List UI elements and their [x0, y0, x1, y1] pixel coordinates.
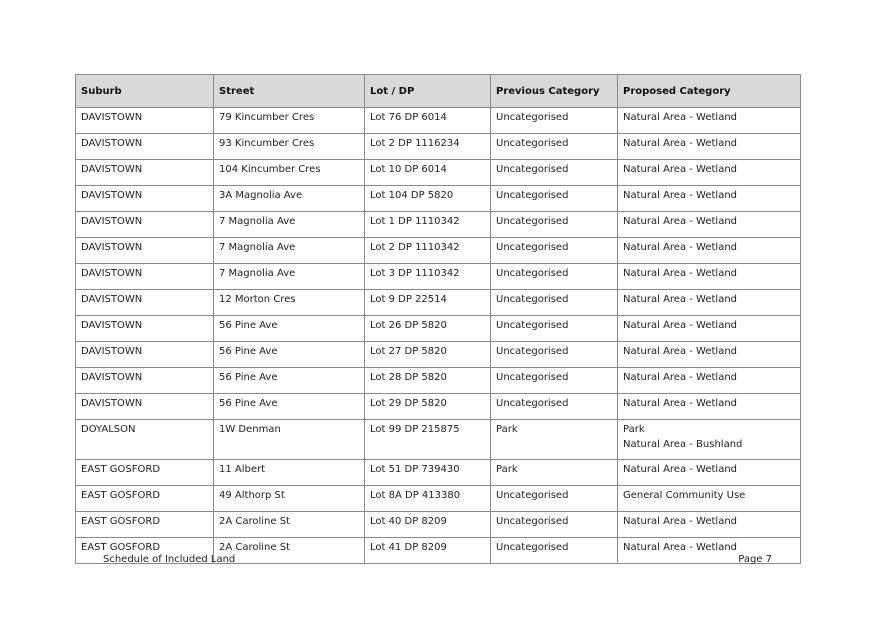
cell-previous-category: Uncategorised [491, 290, 618, 316]
cell-lot-dp: Lot 3 DP 1110342 [365, 264, 491, 290]
cell-previous-category: Uncategorised [491, 512, 618, 538]
cell-suburb: DAVISTOWN [76, 342, 214, 368]
cell-lot-dp: Lot 99 DP 215875 [365, 420, 491, 460]
cell-street: 56 Pine Ave [214, 368, 365, 394]
cell-street: 7 Magnolia Ave [214, 264, 365, 290]
cell-lot-dp: Lot 76 DP 6014 [365, 108, 491, 134]
cell-lot-dp: Lot 26 DP 5820 [365, 316, 491, 342]
cell-lot-dp: Lot 2 DP 1116234 [365, 134, 491, 160]
cell-proposed-category [618, 186, 801, 212]
cell-previous-category: Uncategorised [491, 394, 618, 420]
proposed-category-line: Natural Area - Bushland [623, 439, 743, 450]
cell-street: 2A Caroline St [214, 512, 365, 538]
cell-street: 56 Pine Ave [214, 394, 365, 420]
proposed-category-line: Natural Area - Wetland [623, 216, 738, 227]
cell-previous-category: Park [491, 460, 618, 486]
cell-street: 56 Pine Ave [214, 316, 365, 342]
proposed-category-line: Natural Area - Wetland [623, 516, 738, 527]
proposed-category-line: Natural Area - Wetland [623, 294, 738, 305]
cell-suburb: DAVISTOWN [76, 108, 214, 134]
cell-lot-dp: Lot 40 DP 8209 [365, 512, 491, 538]
table-row [76, 238, 801, 264]
table-header-row [76, 75, 801, 108]
cell-previous-category: Uncategorised [491, 342, 618, 368]
cell-previous-category: Uncategorised [491, 108, 618, 134]
table-row [76, 134, 801, 160]
cell-proposed-category [618, 108, 801, 134]
cell-proposed-category [618, 212, 801, 238]
cell-suburb: EAST GOSFORD [76, 512, 214, 538]
cell-suburb: EAST GOSFORD [76, 460, 214, 486]
table-row [76, 316, 801, 342]
cell-previous-category: Uncategorised [491, 486, 618, 512]
cell-proposed-category [618, 368, 801, 394]
footer-page-number: Page 7 [738, 554, 772, 565]
header-lot-dp: Lot / DP [365, 75, 491, 108]
included-land-table [75, 74, 801, 564]
proposed-category-line: Natural Area - Wetland [623, 464, 738, 475]
proposed-category-line: Natural Area - Wetland [623, 112, 738, 123]
cell-street: 2A Caroline St [214, 538, 365, 564]
cell-suburb: DAVISTOWN [76, 290, 214, 316]
table-row [76, 290, 801, 316]
proposed-category-line: Natural Area - Wetland [623, 164, 738, 175]
cell-suburb: DAVISTOWN [76, 186, 214, 212]
table-row [76, 486, 801, 512]
cell-street: 104 Kincumber Cres [214, 160, 365, 186]
cell-previous-category: Uncategorised [491, 160, 618, 186]
cell-lot-dp: Lot 1 DP 1110342 [365, 212, 491, 238]
table-row [76, 512, 801, 538]
cell-lot-dp: Lot 41 DP 8209 [365, 538, 491, 564]
cell-proposed-category [618, 316, 801, 342]
cell-street: 12 Morton Cres [214, 290, 365, 316]
cell-lot-dp: Lot 8A DP 413380 [365, 486, 491, 512]
header-suburb: Suburb [76, 75, 214, 108]
cell-proposed-category [618, 486, 801, 512]
proposed-category-line: General Community Use [623, 490, 746, 501]
cell-proposed-category [618, 238, 801, 264]
table-row [76, 460, 801, 486]
cell-proposed-category [618, 264, 801, 290]
cell-previous-category: Uncategorised [491, 212, 618, 238]
cell-previous-category: Uncategorised [491, 316, 618, 342]
cell-previous-category: Uncategorised [491, 368, 618, 394]
table-row [76, 264, 801, 290]
proposed-category-line: Natural Area - Wetland [623, 372, 738, 383]
cell-suburb: DAVISTOWN [76, 316, 214, 342]
proposed-category-line: Natural Area - Wetland [623, 346, 738, 357]
cell-street: 49 Althorp St [214, 486, 365, 512]
cell-previous-category: Uncategorised [491, 264, 618, 290]
cell-proposed-category [618, 512, 801, 538]
cell-suburb: DAVISTOWN [76, 394, 214, 420]
cell-street: 1W Denman [214, 420, 365, 460]
cell-proposed-category [618, 394, 801, 420]
cell-street: 3A Magnolia Ave [214, 186, 365, 212]
cell-suburb: DAVISTOWN [76, 160, 214, 186]
cell-street: 7 Magnolia Ave [214, 212, 365, 238]
proposed-category-line: Natural Area - Wetland [623, 242, 738, 253]
cell-previous-category: Uncategorised [491, 538, 618, 564]
cell-lot-dp: Lot 27 DP 5820 [365, 342, 491, 368]
cell-lot-dp: Lot 29 DP 5820 [365, 394, 491, 420]
cell-proposed-category [618, 538, 801, 564]
table-row [76, 420, 801, 460]
proposed-category-line: Natural Area - Wetland [623, 138, 738, 149]
cell-suburb: DOYALSON [76, 420, 214, 460]
proposed-category-line: Natural Area - Wetland [623, 398, 738, 409]
cell-proposed-category [618, 420, 801, 460]
cell-proposed-category [618, 160, 801, 186]
cell-lot-dp: Lot 9 DP 22514 [365, 290, 491, 316]
proposed-category-line: Natural Area - Wetland [623, 190, 738, 201]
table-row [76, 368, 801, 394]
table-row [76, 342, 801, 368]
cell-proposed-category [618, 290, 801, 316]
cell-street: 7 Magnolia Ave [214, 238, 365, 264]
table-body [76, 108, 801, 564]
cell-suburb: EAST GOSFORD [76, 538, 214, 564]
table-row [76, 160, 801, 186]
cell-suburb: DAVISTOWN [76, 238, 214, 264]
proposed-category-line: Natural Area - Wetland [623, 268, 738, 279]
header-proposed-category: Proposed Category [618, 75, 801, 108]
proposed-category-line: Natural Area - Wetland [623, 320, 738, 331]
cell-suburb: DAVISTOWN [76, 264, 214, 290]
cell-street: 93 Kincumber Cres [214, 134, 365, 160]
cell-previous-category: Uncategorised [491, 134, 618, 160]
cell-suburb: DAVISTOWN [76, 134, 214, 160]
cell-street: 11 Albert [214, 460, 365, 486]
footer-document-title: Schedule of Included Land [103, 554, 236, 565]
cell-proposed-category [618, 342, 801, 368]
cell-suburb: DAVISTOWN [76, 212, 214, 238]
cell-previous-category: Uncategorised [491, 238, 618, 264]
header-street: Street [214, 75, 365, 108]
table-row [76, 394, 801, 420]
table-row [76, 212, 801, 238]
cell-street: 79 Kincumber Cres [214, 108, 365, 134]
header-previous-category: Previous Category [491, 75, 618, 108]
proposed-category-line: Park [623, 424, 645, 435]
cell-lot-dp: Lot 2 DP 1110342 [365, 238, 491, 264]
table-row [76, 108, 801, 134]
cell-proposed-category [618, 134, 801, 160]
cell-street: 56 Pine Ave [214, 342, 365, 368]
cell-proposed-category [618, 460, 801, 486]
cell-previous-category: Uncategorised [491, 186, 618, 212]
cell-lot-dp: Lot 10 DP 6014 [365, 160, 491, 186]
cell-previous-category: Park [491, 420, 618, 460]
table-row [76, 186, 801, 212]
cell-lot-dp: Lot 51 DP 739430 [365, 460, 491, 486]
cell-lot-dp: Lot 28 DP 5820 [365, 368, 491, 394]
cell-lot-dp: Lot 104 DP 5820 [365, 186, 491, 212]
cell-suburb: DAVISTOWN [76, 368, 214, 394]
cell-suburb: EAST GOSFORD [76, 486, 214, 512]
proposed-category-line: Natural Area - Wetland [623, 542, 738, 553]
